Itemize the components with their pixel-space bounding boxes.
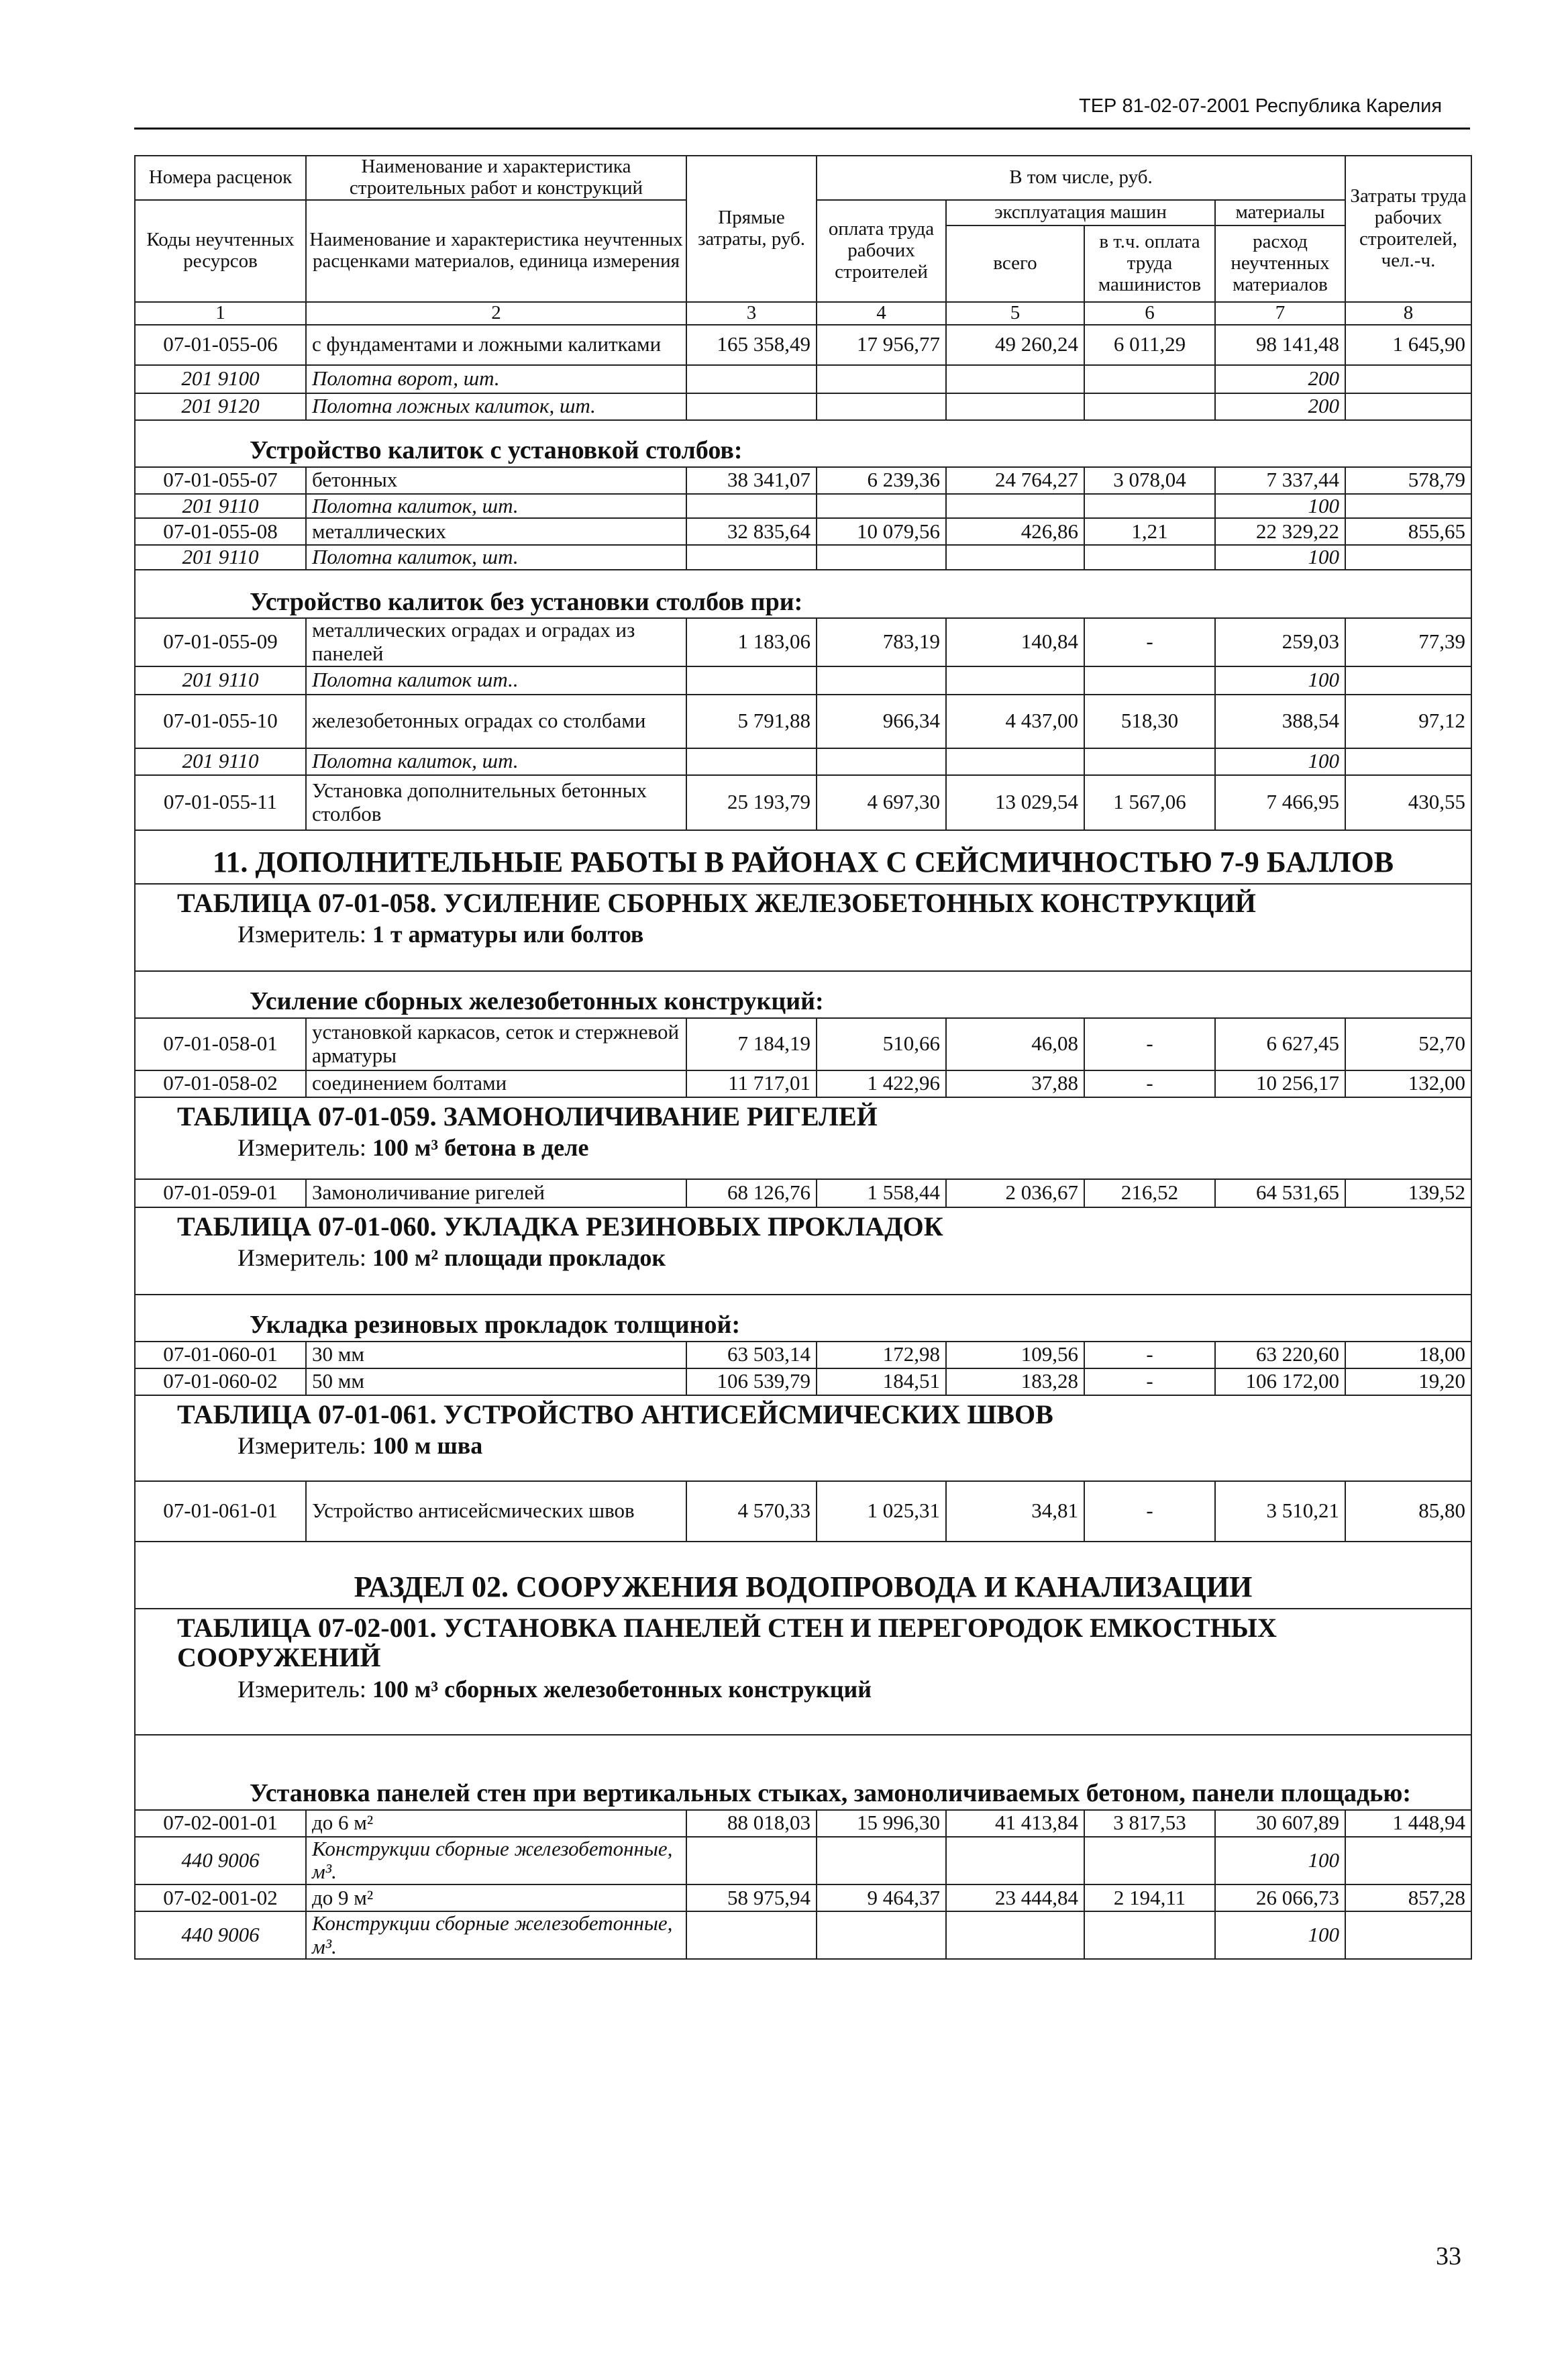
rate-code: 07-01-059-01 (135, 1179, 306, 1207)
worker-wage-value: 17 956,77 (817, 325, 946, 365)
part-heading: РАЗДЕЛ 02. СООРУЖЕНИЯ ВОДОПРОВОДА И КАНАЛИЗАЦИИ (135, 1542, 1471, 1609)
measure-unit (177, 1676, 1465, 1703)
empty-cell (1084, 494, 1215, 519)
col-including: В том числе, руб. (817, 156, 1345, 200)
empty-cell (1345, 748, 1471, 775)
table-row (135, 545, 1471, 570)
col-number: 4 (817, 302, 946, 325)
machinist-wage-value: 3 817,53 (1084, 1810, 1215, 1837)
worker-wage-value: 9 464,37 (817, 1884, 946, 1911)
table-row (135, 1837, 1471, 1884)
empty-cell (946, 666, 1084, 695)
machine-total-value: 23 444,84 (946, 1884, 1084, 1911)
table-heading (135, 884, 1471, 971)
table-row (135, 1609, 1471, 1735)
rate-code: 07-01-055-09 (135, 618, 306, 666)
page-number: 33 (1436, 2242, 1461, 2270)
machine-total-value: 34,81 (946, 1481, 1084, 1542)
table-row (135, 775, 1471, 830)
resource-quantity: 200 (1215, 393, 1345, 420)
measure-label: Измеритель: (238, 1432, 366, 1460)
machinist-wage-value: - (1084, 1481, 1215, 1542)
empty-cell (817, 365, 946, 393)
running-header: ТЕР 81-02-07-2001 Республика Карелия (1079, 95, 1443, 117)
machine-total-value: 4 437,00 (946, 695, 1084, 748)
resource-name: Полотна калиток шт.. (306, 666, 686, 695)
table-title: ТАБЛИЦА 07-01-059. ЗАМОНОЛИЧИВАНИЕ РИГЕЛЕЙ (177, 1101, 878, 1131)
table-row (135, 1884, 1471, 1911)
materials-cost-value: 22 329,22 (1215, 518, 1345, 545)
col-number: 1 (135, 302, 306, 325)
table-row (135, 695, 1471, 748)
work-description: бетонных (306, 467, 686, 494)
worker-wage-value: 783,19 (817, 618, 946, 666)
worker-wage-value: 966,34 (817, 695, 946, 748)
materials-cost-value: 26 066,73 (1215, 1884, 1345, 1911)
resource-code: 201 9110 (135, 545, 306, 570)
empty-cell (686, 1837, 817, 1884)
empty-cell (946, 545, 1084, 570)
direct-costs-value: 165 358,49 (686, 325, 817, 365)
labor-hours-value: 85,80 (1345, 1481, 1471, 1542)
worker-wage-value: 510,66 (817, 1018, 946, 1070)
resource-quantity: 100 (1215, 494, 1345, 519)
machine-total-value: 140,84 (946, 618, 1084, 666)
table-heading (135, 1609, 1471, 1735)
empty-cell (1345, 545, 1471, 570)
machine-total-value: 37,88 (946, 1070, 1084, 1097)
col-material-consumption: расход неучтенных материалов (1215, 225, 1345, 302)
machinist-wage-value: 1 567,06 (1084, 775, 1215, 830)
measure-value: 1 т арматуры или болтов (372, 921, 644, 948)
materials-cost-value: 10 256,17 (1215, 1070, 1345, 1097)
col-material-name: Наименование и характеристика неучтенных расценками материалов, единица измерения (306, 200, 686, 302)
col-number: 6 (1084, 302, 1215, 325)
machinist-wage-value: 1,21 (1084, 518, 1215, 545)
table-row (135, 1342, 1471, 1368)
measure-value: 100 м³ бетона в деле (372, 1134, 589, 1162)
machine-total-value: 13 029,54 (946, 775, 1084, 830)
work-description: Замоноличивание ригелей (306, 1179, 686, 1207)
worker-wage-value: 184,51 (817, 1368, 946, 1395)
empty-cell (686, 1911, 817, 1959)
labor-hours-value: 97,12 (1345, 695, 1471, 748)
direct-costs-value: 88 018,03 (686, 1810, 817, 1837)
rate-code: 07-02-001-02 (135, 1884, 306, 1911)
rate-code: 07-01-061-01 (135, 1481, 306, 1542)
empty-cell (946, 1911, 1084, 1959)
empty-cell (1345, 1911, 1471, 1959)
empty-cell (686, 393, 817, 420)
header-rule (134, 128, 1470, 130)
worker-wage-value: 1 025,31 (817, 1481, 946, 1542)
machine-total-value: 109,56 (946, 1342, 1084, 1368)
resource-quantity: 200 (1215, 365, 1345, 393)
materials-cost-value: 7 337,44 (1215, 467, 1345, 494)
col-resource-codes: Коды неучтенных ресурсов (135, 200, 306, 302)
labor-hours-value: 578,79 (1345, 467, 1471, 494)
table-row (135, 325, 1471, 365)
col-number: 5 (946, 302, 1084, 325)
col-machine-operation: эксплуатация машин (946, 200, 1215, 225)
materials-cost-value: 30 607,89 (1215, 1810, 1345, 1837)
work-description: до 9 м² (306, 1884, 686, 1911)
measure-label: Измеритель: (238, 1676, 366, 1703)
col-materials: материалы (1215, 200, 1345, 225)
rate-code: 07-01-055-11 (135, 775, 306, 830)
empty-cell (686, 545, 817, 570)
table-row (135, 1207, 1471, 1295)
empty-cell (817, 748, 946, 775)
table-row (135, 570, 1471, 618)
materials-cost-value: 3 510,21 (1215, 1481, 1345, 1542)
table-row (135, 1070, 1471, 1097)
measure-label: Измеритель: (238, 1134, 366, 1162)
worker-wage-value: 10 079,56 (817, 518, 946, 545)
table-row (135, 420, 1471, 467)
table-row (135, 1735, 1471, 1810)
table-title: ТАБЛИЦА 07-01-061. УСТРОЙСТВО АНТИСЕЙСМИЧЕСКИХ ШВОВ (177, 1399, 1053, 1429)
work-description: металлических оградах и оградах из панелей (306, 618, 686, 666)
table-row (135, 1395, 1471, 1481)
materials-cost-value: 259,03 (1215, 618, 1345, 666)
measure-label: Измеритель: (238, 1244, 366, 1272)
measure-value: 100 м шва (372, 1432, 483, 1460)
work-description: с фундаментами и ложными калитками (306, 325, 686, 365)
empty-cell (1084, 1911, 1215, 1959)
rate-code: 07-01-060-02 (135, 1368, 306, 1395)
table-row (135, 884, 1471, 971)
direct-costs-value: 1 183,06 (686, 618, 817, 666)
worker-wage-value: 4 697,30 (817, 775, 946, 830)
direct-costs-value: 25 193,79 (686, 775, 817, 830)
table-row (135, 618, 1471, 666)
table-row (135, 518, 1471, 545)
machinist-wage-value: - (1084, 1342, 1215, 1368)
empty-cell (817, 494, 946, 519)
resource-name: Конструкции сборные железобетонные, м³. (306, 1911, 686, 1959)
empty-cell (686, 666, 817, 695)
table-heading (135, 1207, 1471, 1295)
table-row (135, 1810, 1471, 1837)
labor-hours-value: 139,52 (1345, 1179, 1471, 1207)
rate-code: 07-02-001-01 (135, 1810, 306, 1837)
machinist-wage-value: - (1084, 618, 1215, 666)
empty-cell (946, 393, 1084, 420)
direct-costs-value: 63 503,14 (686, 1342, 817, 1368)
resource-code: 201 9120 (135, 393, 306, 420)
rate-code: 07-01-055-06 (135, 325, 306, 365)
empty-cell (1084, 393, 1215, 420)
direct-costs-value: 11 717,01 (686, 1070, 817, 1097)
table-row (135, 748, 1471, 775)
resource-quantity: 100 (1215, 666, 1345, 695)
labor-hours-value: 857,28 (1345, 1884, 1471, 1911)
work-description: Устройство антисейсмических швов (306, 1481, 686, 1542)
resource-code: 201 9110 (135, 748, 306, 775)
worker-wage-value: 1 558,44 (817, 1179, 946, 1207)
machine-total-value: 426,86 (946, 518, 1084, 545)
table-row (135, 1368, 1471, 1395)
empty-cell (1084, 545, 1215, 570)
rate-code: 07-01-055-07 (135, 467, 306, 494)
resource-quantity: 100 (1215, 1911, 1345, 1959)
work-description: железобетонных оградах со столбами (306, 695, 686, 748)
resource-name: Полотна ворот, шт. (306, 365, 686, 393)
measure-unit (177, 1134, 1465, 1161)
table-row (135, 1097, 1471, 1179)
resource-code: 440 9006 (135, 1837, 306, 1884)
machine-total-value: 46,08 (946, 1018, 1084, 1070)
measure-unit (177, 1244, 1465, 1271)
measure-unit (177, 1432, 1465, 1459)
direct-costs-value: 58 975,94 (686, 1884, 817, 1911)
part-heading: 11. ДОПОЛНИТЕЛЬНЫЕ РАБОТЫ В РАЙОНАХ С СЕЙСМИЧНОСТЬЮ 7-9 БАЛЛОВ (135, 830, 1471, 884)
table-row (135, 1911, 1471, 1959)
work-description: соединением болтами (306, 1070, 686, 1097)
resource-code: 440 9006 (135, 1911, 306, 1959)
machinist-wage-value: 2 194,11 (1084, 1884, 1215, 1911)
machinist-wage-value: 216,52 (1084, 1179, 1215, 1207)
resource-quantity: 100 (1215, 748, 1345, 775)
empty-cell (946, 365, 1084, 393)
measure-value: 100 м³ сборных железобетонных конструкций (372, 1676, 872, 1703)
table-title: ТАБЛИЦА 07-02-001. УСТАНОВКА ПАНЕЛЕЙ СТЕН И ПЕРЕГОРОДОК ЕМКОСТНЫХ СООРУЖЕНИЙ (177, 1612, 1277, 1673)
machinist-wage-value: - (1084, 1070, 1215, 1097)
worker-wage-value: 15 996,30 (817, 1810, 946, 1837)
table-row (135, 1481, 1471, 1542)
machine-total-value: 2 036,67 (946, 1179, 1084, 1207)
rate-code: 07-01-058-01 (135, 1018, 306, 1070)
empty-cell (1084, 1837, 1215, 1884)
table-heading (135, 1395, 1471, 1481)
machine-total-value: 49 260,24 (946, 325, 1084, 365)
work-description: 50 мм (306, 1368, 686, 1395)
table-row (135, 1295, 1471, 1342)
worker-wage-value: 6 239,36 (817, 467, 946, 494)
direct-costs-value: 5 791,88 (686, 695, 817, 748)
work-description: Установка дополнительных бетонных столбов (306, 775, 686, 830)
table-heading (135, 1097, 1471, 1179)
col-number: 7 (1215, 302, 1345, 325)
materials-cost-value: 6 627,45 (1215, 1018, 1345, 1070)
empty-cell (686, 365, 817, 393)
col-name-top: Наименование и характеристика строительных работ и конструкций (306, 156, 686, 200)
empty-cell (817, 1837, 946, 1884)
col-direct-costs: Прямые затраты, руб. (686, 156, 817, 302)
resource-code: 201 9110 (135, 666, 306, 695)
labor-hours-value: 430,55 (1345, 775, 1471, 830)
empty-cell (1345, 365, 1471, 393)
section-heading: Устройство калиток с установкой столбов: (135, 420, 1471, 467)
labor-hours-value: 77,39 (1345, 618, 1471, 666)
rate-code: 07-01-060-01 (135, 1342, 306, 1368)
empty-cell (1345, 494, 1471, 519)
work-description: металлических (306, 518, 686, 545)
direct-costs-value: 7 184,19 (686, 1018, 817, 1070)
section-heading: Устройство калиток без установки столбов при: (135, 570, 1471, 618)
measure-unit (177, 921, 1465, 948)
table-row (135, 365, 1471, 393)
materials-cost-value: 388,54 (1215, 695, 1345, 748)
materials-cost-value: 64 531,65 (1215, 1179, 1345, 1207)
empty-cell (946, 1837, 1084, 1884)
labor-hours-value: 855,65 (1345, 518, 1471, 545)
machinist-wage-value: - (1084, 1018, 1215, 1070)
section-heading: Усиление сборных железобетонных конструкций: (135, 971, 1471, 1018)
section-heading: Укладка резиновых прокладок толщиной: (135, 1295, 1471, 1342)
table-row (135, 666, 1471, 695)
machine-total-value: 41 413,84 (946, 1810, 1084, 1837)
table-row (135, 1018, 1471, 1070)
resource-name: Полотна ложных калиток, шт. (306, 393, 686, 420)
col-code-top: Номера расценок (135, 156, 306, 200)
work-description: установкой каркасов, сеток и стержневой арматуры (306, 1018, 686, 1070)
direct-costs-value: 106 539,79 (686, 1368, 817, 1395)
machine-total-value: 24 764,27 (946, 467, 1084, 494)
table-row (135, 467, 1471, 494)
materials-cost-value: 106 172,00 (1215, 1368, 1345, 1395)
rates-table (134, 155, 1472, 1960)
labor-hours-value: 1 448,94 (1345, 1810, 1471, 1837)
labor-hours-value: 18,00 (1345, 1342, 1471, 1368)
col-number: 2 (306, 302, 686, 325)
table-title: ТАБЛИЦА 07-01-058. УСИЛЕНИЕ СБОРНЫХ ЖЕЛЕЗОБЕТОННЫХ КОНСТРУКЦИЙ (177, 887, 1256, 918)
machinist-wage-value: 6 011,29 (1084, 325, 1215, 365)
resource-name: Конструкции сборные железобетонные, м³. (306, 1837, 686, 1884)
table-title: ТАБЛИЦА 07-01-060. УКЛАДКА РЕЗИНОВЫХ ПРОКЛАДОК (177, 1211, 943, 1242)
empty-cell (817, 393, 946, 420)
empty-cell (686, 748, 817, 775)
materials-cost-value: 98 141,48 (1215, 325, 1345, 365)
col-labor-costs: Затраты труда рабочих строителей, чел.-ч. (1345, 156, 1471, 302)
machinist-wage-value: 518,30 (1084, 695, 1215, 748)
direct-costs-value: 68 126,76 (686, 1179, 817, 1207)
work-description: до 6 м² (306, 1810, 686, 1837)
empty-cell (1084, 748, 1215, 775)
resource-name: Полотна калиток, шт. (306, 748, 686, 775)
empty-cell (817, 666, 946, 695)
col-machinist-wage: в т.ч. оплата труда машинистов (1084, 225, 1215, 302)
materials-cost-value: 7 466,95 (1215, 775, 1345, 830)
labor-hours-value: 1 645,90 (1345, 325, 1471, 365)
empty-cell (946, 494, 1084, 519)
rate-code: 07-01-058-02 (135, 1070, 306, 1097)
work-description: 30 мм (306, 1342, 686, 1368)
resource-quantity: 100 (1215, 545, 1345, 570)
rate-code: 07-01-055-10 (135, 695, 306, 748)
col-worker-wage: оплата труда рабочих строителей (817, 200, 946, 302)
materials-cost-value: 63 220,60 (1215, 1342, 1345, 1368)
table-row (135, 393, 1471, 420)
empty-cell (686, 494, 817, 519)
empty-cell (1345, 1837, 1471, 1884)
direct-costs-value: 4 570,33 (686, 1481, 817, 1542)
empty-cell (946, 748, 1084, 775)
machinist-wage-value: 3 078,04 (1084, 467, 1215, 494)
measure-value: 100 м² площади прокладок (372, 1244, 666, 1272)
table-row (135, 971, 1471, 1018)
col-machine-total: всего (946, 225, 1084, 302)
direct-costs-value: 38 341,07 (686, 467, 817, 494)
col-number: 3 (686, 302, 817, 325)
col-number: 8 (1345, 302, 1471, 325)
resource-name: Полотна калиток, шт. (306, 494, 686, 519)
machine-total-value: 183,28 (946, 1368, 1084, 1395)
empty-cell (1345, 393, 1471, 420)
measure-label: Измеритель: (238, 921, 366, 948)
worker-wage-value: 172,98 (817, 1342, 946, 1368)
table-row (135, 1179, 1471, 1207)
table-row (135, 494, 1471, 519)
empty-cell (1084, 666, 1215, 695)
section-heading: Установка панелей стен при вертикальных стыках, замоноличиваемых бетоном, панели площадью: (135, 1735, 1471, 1810)
labor-hours-value: 19,20 (1345, 1368, 1471, 1395)
empty-cell (1084, 365, 1215, 393)
table-row (135, 1542, 1471, 1609)
worker-wage-value: 1 422,96 (817, 1070, 946, 1097)
labor-hours-value: 52,70 (1345, 1018, 1471, 1070)
rate-code: 07-01-055-08 (135, 518, 306, 545)
direct-costs-value: 32 835,64 (686, 518, 817, 545)
empty-cell (1345, 666, 1471, 695)
labor-hours-value: 132,00 (1345, 1070, 1471, 1097)
resource-code: 201 9100 (135, 365, 306, 393)
machinist-wage-value: - (1084, 1368, 1215, 1395)
resource-code: 201 9110 (135, 494, 306, 519)
empty-cell (817, 545, 946, 570)
resource-name: Полотна калиток, шт. (306, 545, 686, 570)
empty-cell (817, 1911, 946, 1959)
resource-quantity: 100 (1215, 1837, 1345, 1884)
table-row (135, 830, 1471, 884)
